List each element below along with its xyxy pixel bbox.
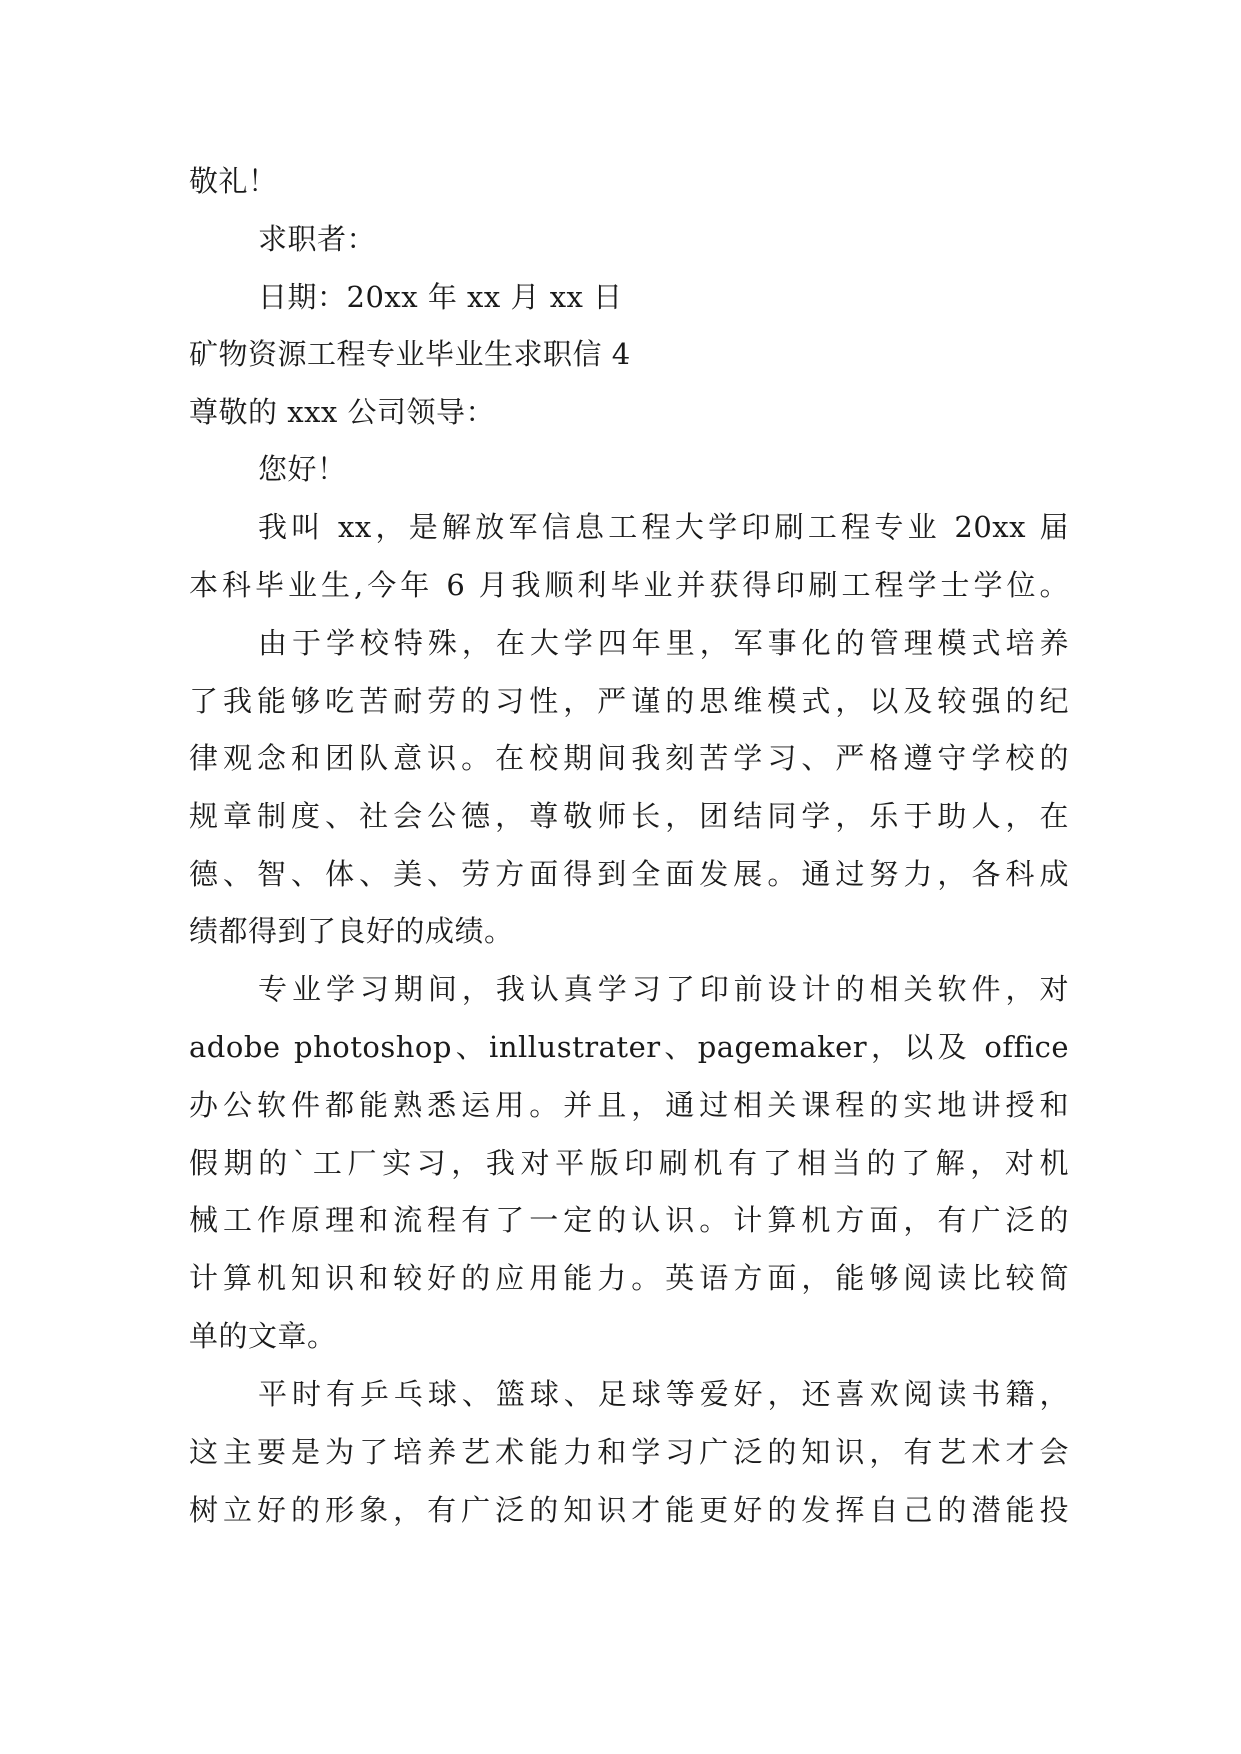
paragraph-1-line-2: 本科毕业生,今年 6 月我顺利毕业并获得印刷工程学士学位。: [189, 568, 1069, 602]
paragraph-2-line-2: 了我能够吃苦耐劳的习性，严谨的思维模式，以及较强的纪: [189, 684, 1069, 718]
paragraph-2-line-6: 绩都得到了良好的成绩。: [189, 914, 514, 948]
paragraph-3-line-6: 计算机知识和较好的应用能力。英语方面，能够阅读比较简: [189, 1261, 1069, 1295]
paragraph-4-line-1: 平时有乒乓球、篮球、足球等爱好，还喜欢阅读书籍，: [258, 1377, 1069, 1411]
section-title: 矿物资源工程专业毕业生求职信 4: [189, 337, 631, 371]
paragraph-4-line-3: 树立好的形象，有广泛的知识才能更好的发挥自己的潜能投: [189, 1493, 1069, 1527]
paragraph-3-line-1: 专业学习期间，我认真学习了印前设计的相关软件，对: [258, 972, 1069, 1006]
paragraph-2-line-5: 德、智、体、美、劳方面得到全面发展。通过努力，各科成: [189, 857, 1069, 891]
paragraph-3-line-5: 械工作原理和流程有了一定的认识。计算机方面，有广泛的: [189, 1203, 1069, 1237]
greeting: 您好！: [258, 452, 347, 486]
salutation: 尊敬的 xxx 公司领导：: [189, 395, 496, 429]
paragraph-2-line-4: 规章制度、社会公德，尊敬师长，团结同学，乐于助人，在: [189, 799, 1069, 833]
paragraph-2-line-3: 律观念和团队意识。在校期间我刻苦学习、严格遵守学校的: [189, 741, 1069, 775]
paragraph-3-line-2: adobe photoshop、inllustrater、pagemaker，以及 office: [189, 1030, 1069, 1064]
paragraph-1-line-1: 我叫 xx，是解放军信息工程大学印刷工程专业 20xx 届: [258, 510, 1069, 544]
signature-label: 求职者：: [258, 222, 377, 256]
paragraph-3-line-7: 单的文章。: [189, 1319, 337, 1353]
closing-line: 敬礼！: [189, 164, 278, 198]
paragraph-3-line-3: 办公软件都能熟悉运用。并且，通过相关课程的实地讲授和: [189, 1088, 1069, 1122]
paragraph-2-line-1: 由于学校特殊，在大学四年里，军事化的管理模式培养: [258, 626, 1069, 660]
paragraph-3-line-4: 假期的`工厂实习，我对平版印刷机有了相当的了解，对机: [189, 1146, 1069, 1180]
date-line: 日期：20xx 年 xx 月 xx 日: [258, 280, 623, 314]
paragraph-4-line-2: 这主要是为了培养艺术能力和学习广泛的知识，有艺术才会: [189, 1435, 1069, 1469]
